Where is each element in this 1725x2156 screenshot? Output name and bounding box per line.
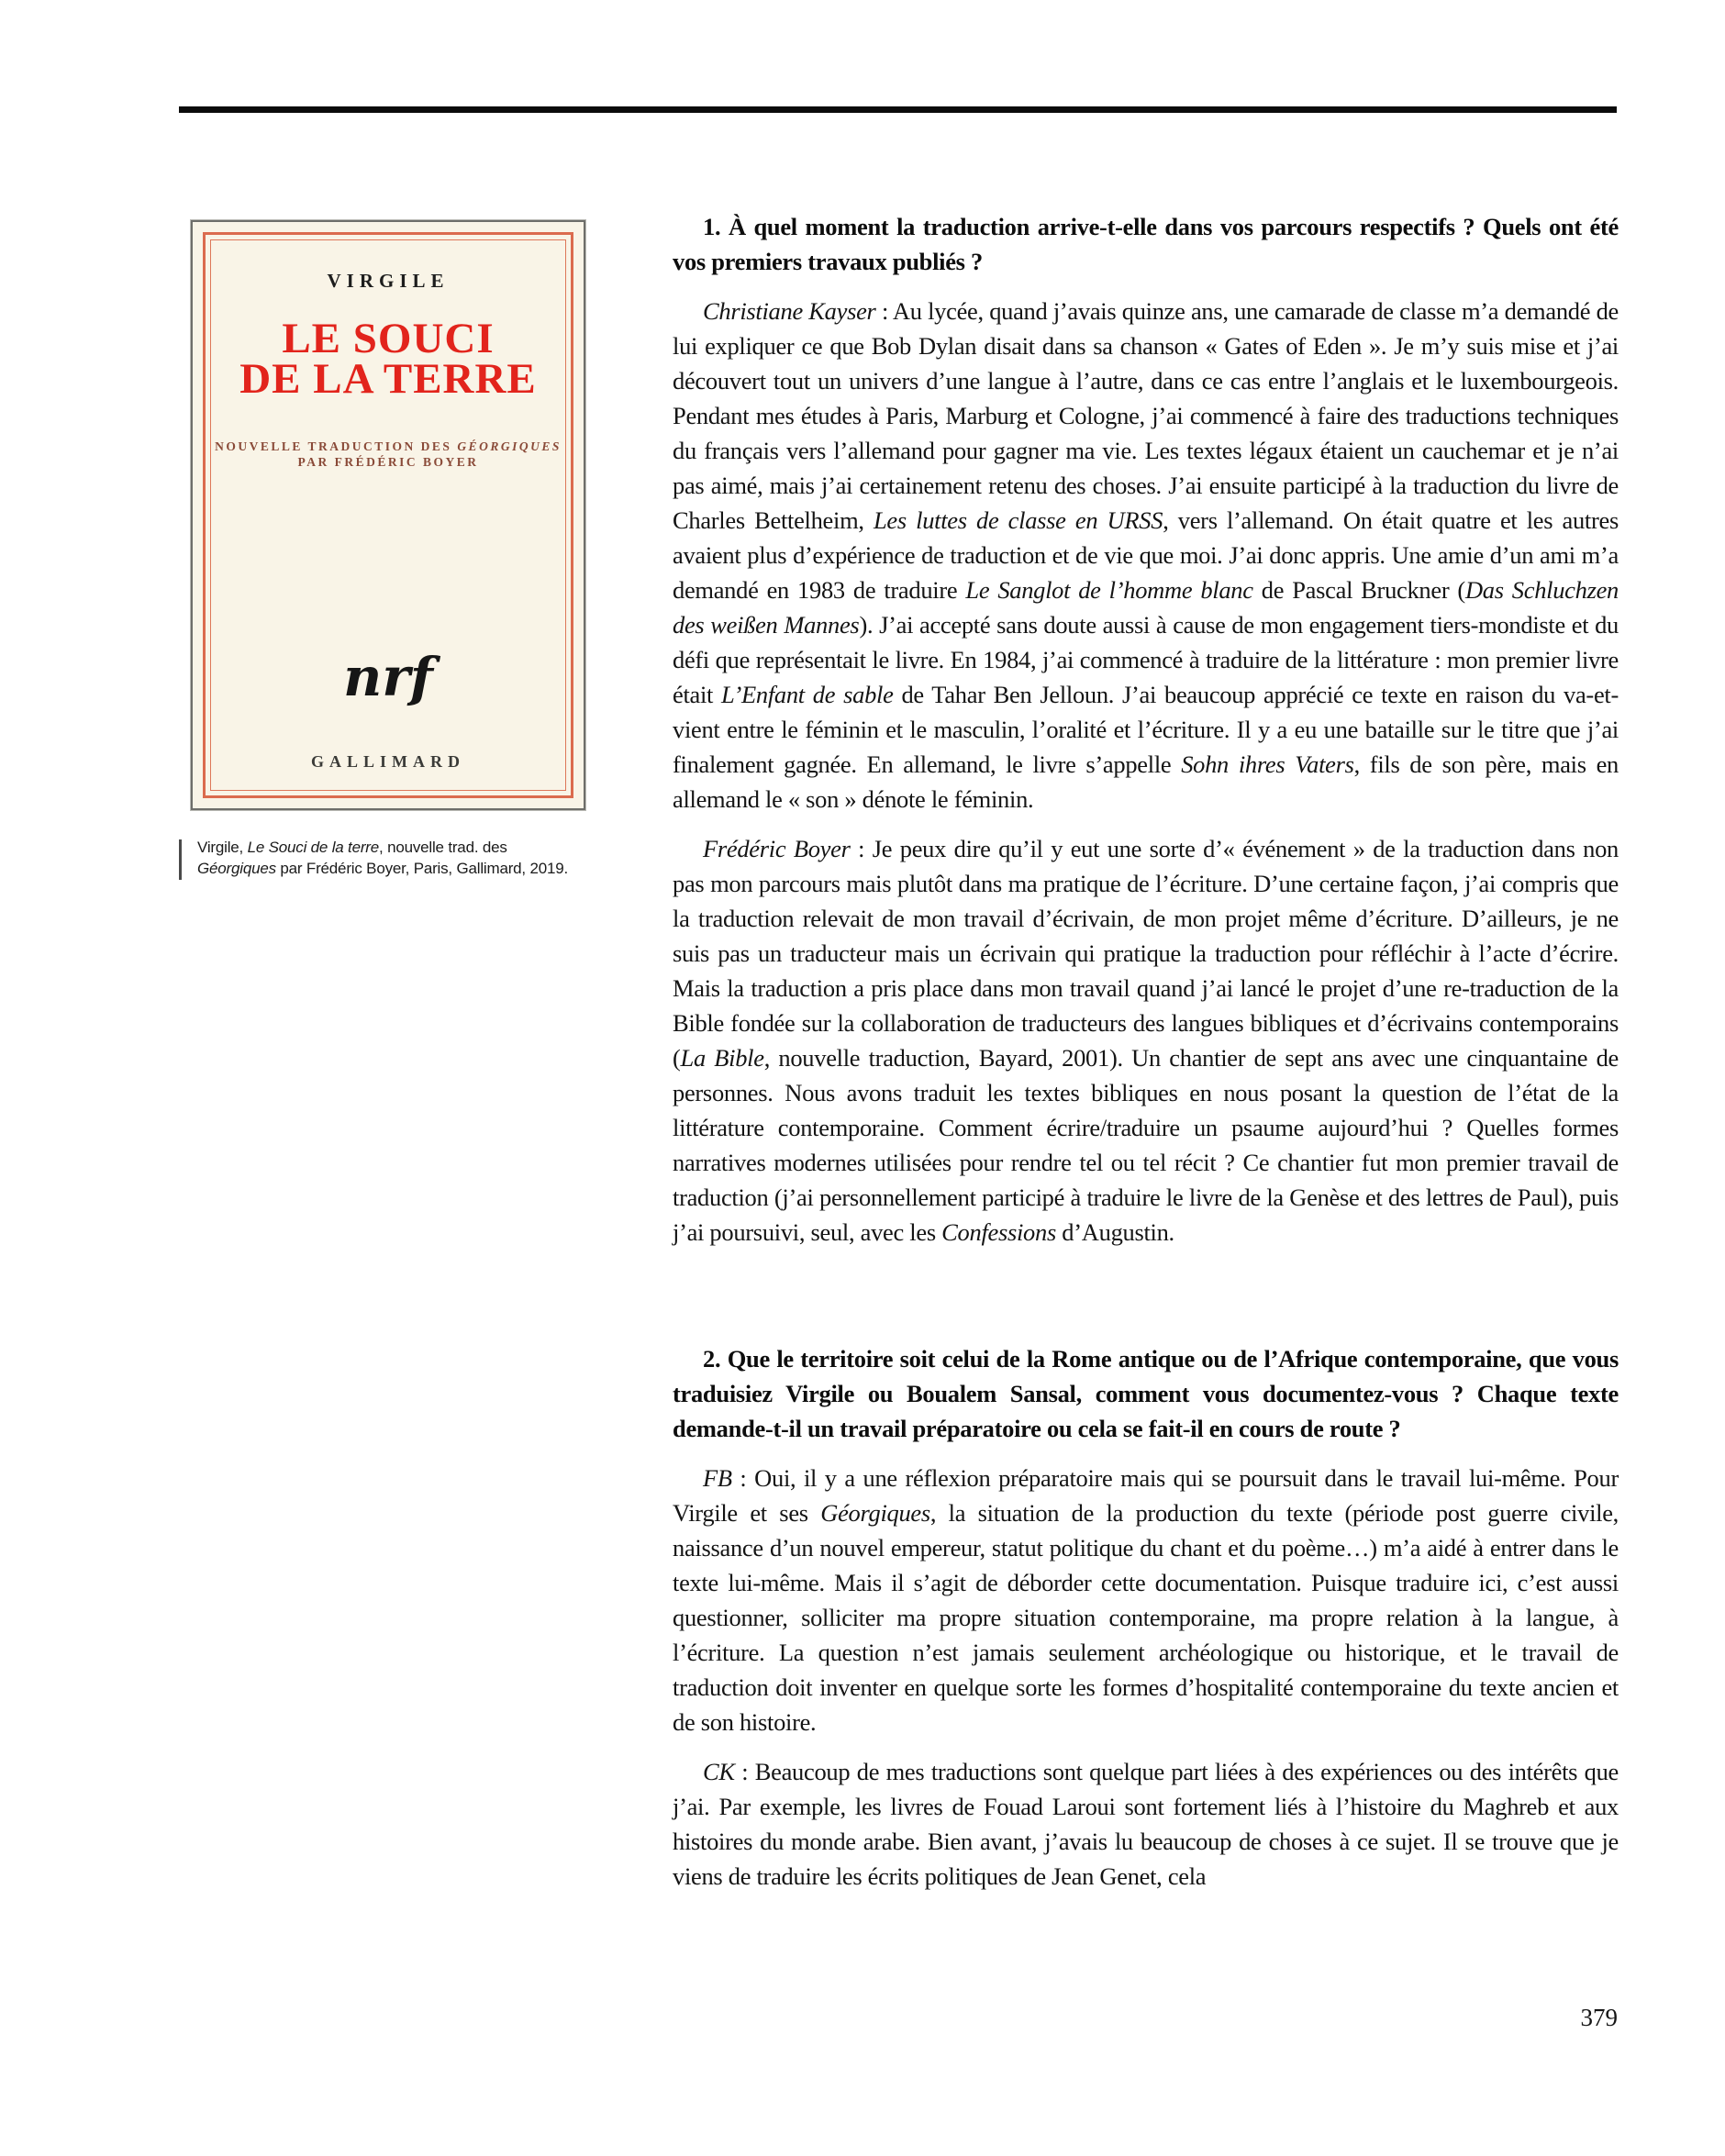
italic-text: Géorgiques [197,860,276,877]
question-2-heading [673,1341,1619,1446]
cover-title-line2: DE LA TERRE [239,355,537,403]
plain-text: , nouvelle traduction, Bayard, 2001). Un chantier de sept ans avec une cinquantaine de personnes. Nous avons traduit les textes bibliques en nous posant la question de l’état de la littérature contemporaine. Comment écrire/traduire un psaume aujourd’hui ? Quelles formes narratives modernes utilisées pour rendre tel ou tel récit ? Ce chantier fut mon premier travail de traduction (j’ai personnellement participé à traduire le livre de la Genèse et des lettres de Paul), puis j’ai poursuivi, seul, avec les [673,1044,1619,1246]
italic-text: Géorgiques [820,1499,930,1527]
italic-text: Frédéric Boyer [703,835,851,862]
book-cover [191,220,585,810]
italic-text: Christiane Kayser [703,297,876,325]
cover-subtitle-line1 [193,439,584,454]
italic-text: Le Sanglot de l’homme blanc [965,576,1253,604]
top-rule [179,106,1617,113]
plain-text: , vers l’allemand. On était quatre et les autres avaient plus d’expérience de traduction et de vie que moi. J’ai donc appris. Une amie d’un ami m’a demandé en 1983 de traduire [673,506,1619,604]
cover-subtitle-line2: PAR FRÉDÉRIC BOYER [297,455,479,469]
cover-author: VIRGILE [327,270,450,292]
italic-text: L’Enfant de sable [721,681,894,708]
caption-bar [179,839,182,880]
question-1-heading [673,209,1619,279]
answer-ck-2 [673,1754,1619,1894]
answer-frederic-boyer-1 [673,831,1619,1250]
plain-text: , nouvelle trad. des [379,839,507,856]
plain-text: 1. À quel moment la traduction arrive-t-elle dans vos parcours respectifs ? Quels ont été vos premiers travaux publiés ? [673,213,1619,275]
plain-text: : Beaucoup de mes traductions sont quelque part liées à des expériences ou des intérêts que j’ai. Par exemple, les livres de Fouad Laroui sont fortement liés à l’histoire du Maghreb et aux histoires du monde arabe. Bien avant, j’avais lu beaucoup de choses à ce sujet. Il se trouve que je viens de traduire les écrits politiques de Jean Genet, cela [673,1758,1619,1890]
italic-text: Sohn ihres Vaters [1181,750,1354,778]
plain-text: par Frédéric Boyer, Paris, Gallimard, 2019. [275,860,569,877]
italic-text: Confessions [941,1218,1056,1246]
plain-text: Virgile, [197,839,248,856]
answer-fb-2 [673,1461,1619,1739]
nrf-logo: nrf [343,646,433,708]
cover-title-line1: LE SOUCI [282,315,495,362]
plain-text: NOUVELLE TRADUCTION DES [215,439,458,453]
italic-text: Das Schluchzen des weißen Mannes [673,576,1619,639]
italic-text: Les luttes de classe en URSS [873,506,1163,534]
cover-title [193,315,584,403]
plain-text: : Oui, il y a une réflexion préparatoire mais qui se poursuit dans le travail lui-même. Pour Virgile et ses [673,1464,1619,1527]
book-cover-figure [191,220,585,879]
italic-text: La Bible [680,1044,764,1072]
plain-text: ). J’ai accepté sans doute aussi à cause de mon engagement tiers-mondiste et du défi que représentait le livre. En 1984, j’ai commencé à traduire de la littérature : mon premier livre était [673,611,1619,708]
plain-text: , la situation de la production du texte (période post guerre civile, naissance d’un nouvel empereur, statut politique du chant et du poème…) m’a aidé à entrer dans le texte lui-même. Mais il s’agit de déborder cette documentation. Puisque traduire ici, c’est aussi questionner, solliciter ma propre situation contemporaine, ma propre relation à la langue, à l’écriture. La question n’est jamais seulement archéologique ou historique, et le travail de traduction doit inventer en quelque sorte les formes d’hospitalité contemporaine du texte ancien et de son histoire. [673,1499,1619,1736]
italic-text: CK [703,1758,735,1785]
plain-text: , fils de son père, mais en allemand le « son » dénote le féminin. [673,750,1619,813]
plain-text: de Tahar Ben Jelloun. J’ai beaucoup apprécié ce texte en raison du va-et-vient entre le féminin et le masculin, l’oralité et l’écriture. Il y a eu une bataille sur le titre que j’ai finalement gagnée. En allemand, le livre s’appelle [673,681,1619,778]
plain-text: 2. Que le territoire soit celui de la Rome antique ou de l’Afrique contemporaine, que vous traduisiez Virgile ou Boualem Sansal, comment vous documentez-vous ? Chaque texte demande-t-il un travail préparatoire ou cela se fait-il en cours de route ? [673,1345,1619,1442]
italic-text: GÉORGIQUES [457,439,562,453]
plain-text: de Pascal Bruckner ( [1252,576,1465,604]
plain-text: : Je peux dire qu’il y eut une sorte d’« événement » de la traduction dans non pas mon parcours mais plutôt dans ma pratique de l’écriture. D’une certaine façon, j’ai compris que la traduction relevait de mon travail d’écrivain, de mon projet même d’écriture. D’ailleurs, je ne suis pas un traducteur mais un écrivain qui pratique la traduction pour réfléchir à l’acte d’écrire. Mais la traduction a pris place dans mon travail quand j’ai lancé le projet d’une re-traduction de la Bible fondée sur la collaboration de traducteurs des langues bibliques et d’écrivains contemporains ( [673,835,1619,1072]
cover-publisher: GALLIMARD [310,752,465,771]
caption-text [197,839,568,877]
italic-text: Le Souci de la terre [247,839,380,856]
cover-subtitle [193,439,584,470]
page-number: 379 [1580,2004,1618,2031]
italic-text: FB [703,1464,732,1492]
answer-christiane-kayser-1 [673,294,1619,817]
interview-text-column [673,209,1619,1894]
plain-text: : Au lycée, quand j’avais quinze ans, une camarade de classe m’a demandé de lui expliquer ce que Bob Dylan disait dans sa chanson « Gates of Eden ». Je m’y suis mise et j’ai découvert tout un univers d’une langue à l’autre, dans ce cas entre l’anglais et le luxembourgeois. Pendant mes études à Paris, Marburg et Cologne, j’ai commencé à faire des traductions techniques du français vers l’allemand pour gagner ma vie. Les textes légaux étaient un cauchemar et je n’ai pas aimé, mais j’ai certainement retenu des choses. J’ai ensuite participé à la traduction du livre de Charles Bettelheim, [673,297,1619,534]
plain-text: d’Augustin. [1055,1218,1174,1246]
figure-caption [191,837,587,879]
